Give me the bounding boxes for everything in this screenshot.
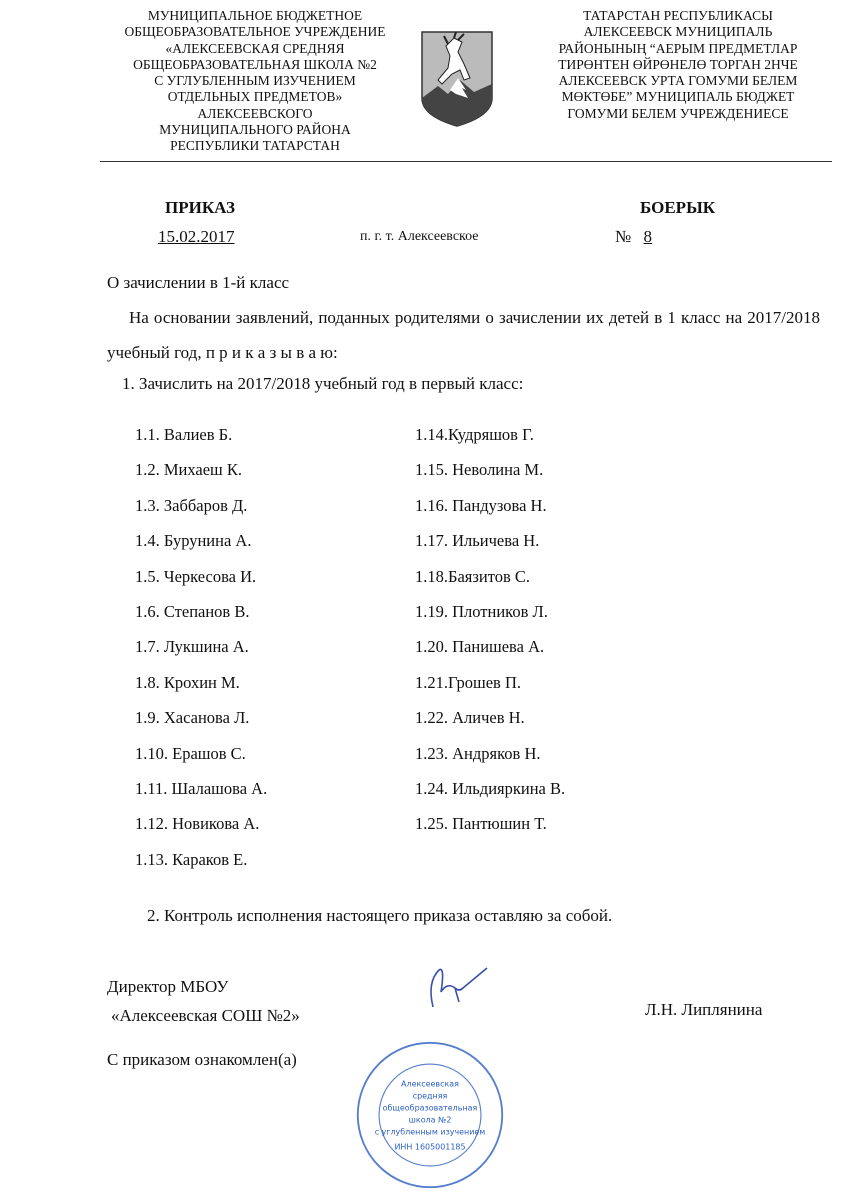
header-left-line: МУНИЦИПАЛЬНОГО РАЙОНА xyxy=(159,122,351,138)
header-divider xyxy=(100,161,832,162)
order-place: п. г. т. Алексеевское xyxy=(360,229,479,244)
student-list-item: 1.24. Ильдияркина В. xyxy=(415,779,566,798)
order-title-tt: БОЕРЫК xyxy=(640,198,716,217)
stamp-text: общеобразовательная xyxy=(382,1103,478,1113)
order-title-ru: ПРИКАЗ xyxy=(165,198,235,217)
student-list-item: 1.6. Степанов В. xyxy=(135,602,250,621)
acknowledgement-line: С приказом ознакомлен(а) xyxy=(107,1050,297,1069)
student-list-item: 1.13. Караков Е. xyxy=(135,849,248,869)
student-list-item: 1.19. Плотников Л. xyxy=(415,602,548,621)
header-right-line: МӨКТӨБЕ” МУНИЦИПАЛЬ БЮДЖЕТ xyxy=(561,89,795,105)
student-list-item: 1.11. Шалашова А. xyxy=(135,779,268,798)
official-stamp xyxy=(355,1040,505,1190)
student-list-item: 1.20. Панишева А. xyxy=(415,637,545,657)
student-list-item: 1.17. Ильичева Н. xyxy=(415,531,540,551)
header-right-line: РАЙОНЫНЫҢ “АЕРЫМ ПРЕДМЕТЛАР xyxy=(558,40,798,56)
position-line-2: «Алексеевская СОШ №2» xyxy=(111,1006,300,1025)
student-list-item: 1.4. Бурунина А. xyxy=(135,531,252,551)
signature xyxy=(425,962,495,1017)
number-value: 8 xyxy=(643,227,652,246)
stamp-text: с углубленным изучением xyxy=(374,1127,486,1137)
header-right-institution xyxy=(518,8,838,122)
header-left-line: АЛЕКСЕЕВСКОГО xyxy=(197,105,313,121)
signatory-name: Л.Н. Липлянина xyxy=(645,1000,763,1019)
student-list-item: 1.9. Хасанова Л. xyxy=(135,708,250,728)
header-right-line: ТАТАРСТАН РЕСПУБЛИКАСЫ xyxy=(583,8,773,23)
student-list-item: 1.8. Крохин М. xyxy=(135,672,240,692)
order-date: 15.02.2017 xyxy=(158,227,235,246)
stamp-text: Алексеевская xyxy=(401,1079,459,1089)
student-list-item: 1.5. Черкесова И. xyxy=(135,566,257,586)
order-item-2: 2. Контроль исполнения настоящего приказа оставляю за собой. xyxy=(147,906,613,925)
student-list-item: 1.14.Кудряшов Г. xyxy=(415,425,534,444)
student-list-item: 1.10. Ерашов С. xyxy=(135,743,246,763)
student-list-item: 1.1. Валиев Б. xyxy=(135,425,233,444)
header-left-line: ОБЩЕОБРАЗОВАТЕЛЬНОЕ УЧРЕЖДЕНИЕ xyxy=(124,24,386,40)
header-right-line: АЛЕКСЕЕВСК УРТА ГОМУМИ БЕЛЕМ xyxy=(558,73,798,89)
header-left-line: РЕСПУБЛИКИ ТАТАРСТАН xyxy=(170,138,340,154)
student-list-item: 1.16. Пандузова Н. xyxy=(415,495,547,515)
header-left-institution xyxy=(95,8,415,155)
student-list-item: 1.23. Андряков Н. xyxy=(415,743,541,763)
student-list-item: 1.18.Баязитов С. xyxy=(415,566,531,586)
student-list-item: 1.7. Лукшина А. xyxy=(135,637,249,657)
stamp-text: школа №2 xyxy=(408,1115,452,1125)
director-position xyxy=(107,972,300,1030)
order-number xyxy=(615,227,660,247)
student-list-item: 1.15. Неволина М. xyxy=(415,460,544,480)
order-preamble: На основании заявлений, поданных родителями о зачислении их детей в 1 класс на 2017/2018 учебный год, п р и к а з ы в а ю: xyxy=(107,308,820,362)
stamp-text: ИНН 1605001185 xyxy=(394,1142,466,1152)
number-label: № xyxy=(615,227,632,246)
header-left-line: «АЛЕКСЕЕВСКАЯ СРЕДНЯЯ xyxy=(165,40,345,56)
order-subject: О зачислении в 1-й класс xyxy=(107,273,290,292)
header-right-line: АЛЕКСЕЕВСК МУНИЦИПАЛЬ xyxy=(583,24,773,40)
position-line-1: Директор МБОУ xyxy=(107,977,229,996)
header-left-line: МУНИЦИПАЛЬНОЕ БЮДЖЕТНОЕ xyxy=(147,8,363,23)
student-list-item: 1.25. Пантюшин Т. xyxy=(415,814,547,834)
student-list-item: 1.22. Аличев Н. xyxy=(415,708,525,728)
student-list-item: 1.12. Новикова А. xyxy=(135,814,260,834)
order-item-1: 1. Зачислить на 2017/2018 учебный год в первый класс: xyxy=(122,374,524,393)
student-list-item: 1.21.Грошев П. xyxy=(415,672,521,692)
header-right-line: ТИРӨНТЕН ӨЙРӨНЕЛӨ ТОРГАН 2НЧЕ xyxy=(558,56,798,72)
header-left-line: ОБЩЕОБРАЗОВАТЕЛЬНАЯ ШКОЛА №2 xyxy=(133,56,377,72)
header-left-line: ОТДЕЛЬНЫХ ПРЕДМЕТОВ» xyxy=(167,89,343,105)
stamp-text: средняя xyxy=(412,1091,448,1101)
coat-of-arms-icon xyxy=(418,28,496,128)
student-list-item: 1.3. Заббаров Д. xyxy=(135,495,248,515)
header-right-line: ГОМУМИ БЕЛЕМ УЧРЕЖДЕНИЕСЕ xyxy=(567,105,789,121)
header-left-line: С УГЛУБЛЕННЫМ ИЗУЧЕНИЕМ xyxy=(154,73,356,89)
student-list-item: 1.2. Михаеш К. xyxy=(135,460,243,480)
